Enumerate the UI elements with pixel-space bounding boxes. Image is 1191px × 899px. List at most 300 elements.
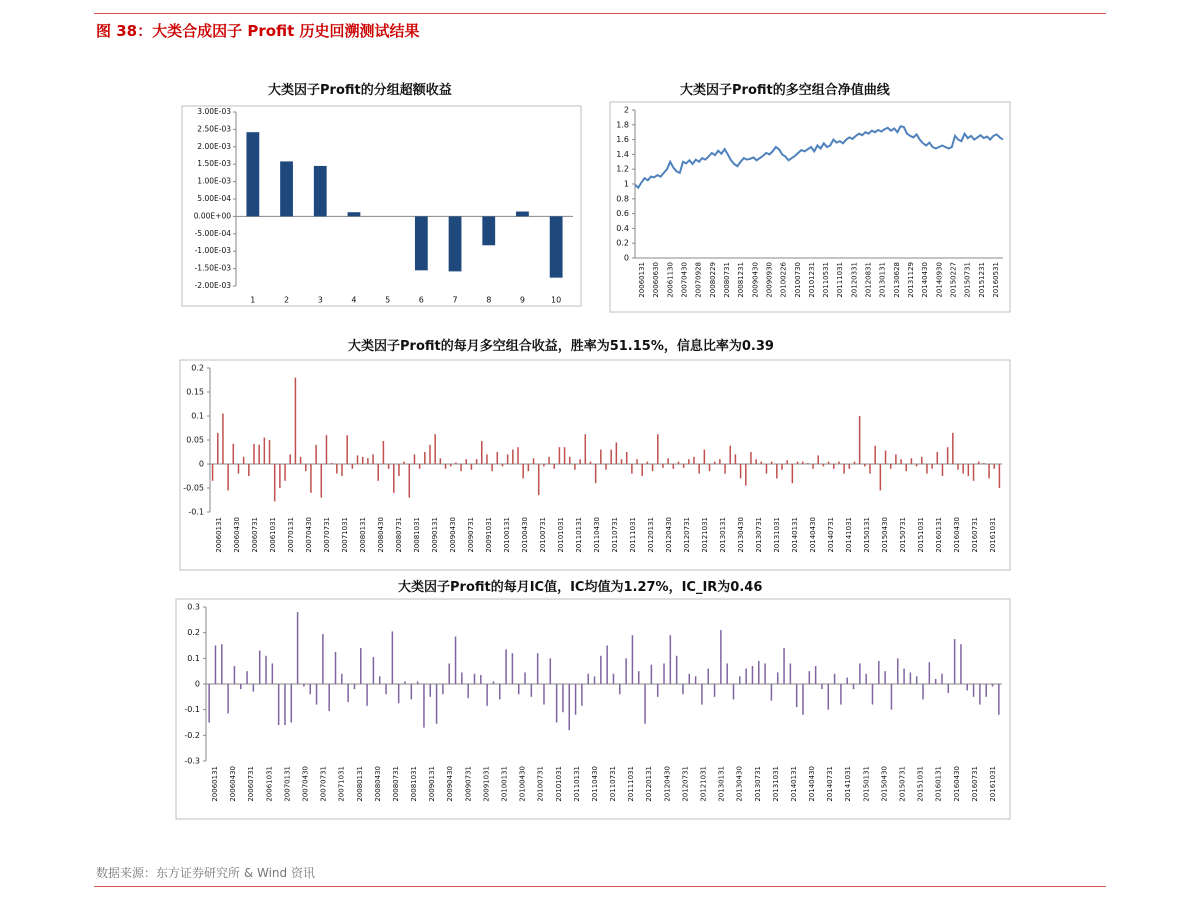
chart4-bar bbox=[543, 684, 545, 705]
chart4-x-tick-label: 20091031 bbox=[482, 766, 491, 802]
chart3-bar bbox=[362, 457, 364, 464]
chart2-x-tick-label: 20080731 bbox=[723, 262, 731, 298]
chart4-x-tick-label: 20060731 bbox=[247, 766, 256, 802]
chart3-bar bbox=[414, 454, 416, 464]
chart4-bar bbox=[240, 684, 242, 689]
chart3-bar bbox=[326, 435, 328, 464]
chart4-bar bbox=[253, 684, 255, 692]
chart3-x-tick-label: 20070430 bbox=[305, 517, 313, 553]
chart3-x-tick-label: 20140430 bbox=[809, 517, 817, 553]
chart3-bar bbox=[605, 464, 607, 470]
chart4-bar bbox=[796, 684, 798, 707]
chart4-bar bbox=[967, 684, 969, 690]
chart2-y-tick-label: 0.6 bbox=[616, 209, 629, 219]
chart4-x-tick-label: 20080430 bbox=[373, 766, 382, 802]
chart2-x-tick-label: 20130131 bbox=[878, 262, 887, 298]
chart4-x-tick-label: 20090731 bbox=[464, 766, 473, 802]
chart3-bar bbox=[227, 464, 229, 490]
chart3-x-tick-label: 20060430 bbox=[233, 517, 241, 553]
chart3-bar bbox=[740, 464, 742, 478]
chart4-bar bbox=[569, 684, 571, 730]
chart4-bar bbox=[227, 684, 229, 714]
chart3-y-tick-label: 0 bbox=[198, 459, 204, 469]
chart3-x-tick-label: 20110731 bbox=[611, 517, 619, 553]
chart4-bar bbox=[461, 672, 463, 684]
chart2-y-tick-label: 2 bbox=[623, 105, 629, 115]
chart3-bar bbox=[931, 464, 933, 469]
chart3-bar bbox=[962, 464, 964, 474]
chart4-x-tick-label: 20130131 bbox=[717, 766, 726, 802]
chart3-bar bbox=[678, 462, 680, 464]
chart4-bar bbox=[771, 684, 773, 701]
chart3-x-tick-label: 20100131 bbox=[503, 517, 511, 553]
chart4-bar bbox=[600, 656, 602, 684]
chart4-bar bbox=[853, 684, 855, 689]
chart3-x-tick-label: 20160131 bbox=[935, 517, 943, 553]
chart4-bar bbox=[992, 684, 994, 687]
chart3-bar bbox=[921, 457, 923, 464]
chart4-bar bbox=[366, 684, 368, 706]
chart4-bar bbox=[821, 684, 823, 689]
chart4-x-tick-label: 20070430 bbox=[301, 766, 310, 802]
chart3-bar bbox=[952, 433, 954, 464]
chart3-bar bbox=[377, 464, 379, 481]
chart1-bar bbox=[314, 166, 327, 216]
chart1-bar bbox=[415, 216, 428, 270]
chart4-bar bbox=[701, 684, 703, 705]
chart3-bar bbox=[346, 435, 348, 464]
chart3-x-tick-label: 20080430 bbox=[377, 517, 385, 553]
chart3-bar bbox=[600, 450, 602, 464]
chart1-y-tick-label: 3.00E-03 bbox=[197, 107, 231, 116]
chart3-bar bbox=[714, 462, 716, 464]
chart4-bar bbox=[663, 663, 665, 684]
chart4-x-tick-label: 20140131 bbox=[789, 766, 798, 802]
chart3-x-tick-label: 20081031 bbox=[413, 517, 421, 553]
chart2-x-tick-label: 20150227 bbox=[949, 262, 958, 298]
chart2-y-tick-label: 0.8 bbox=[616, 194, 629, 204]
chart3-bar bbox=[274, 464, 276, 501]
chart3-bar bbox=[579, 459, 581, 464]
chart3-bar bbox=[885, 451, 887, 464]
chart3-x-tick-label: 20080131 bbox=[359, 517, 367, 553]
chart3-bar bbox=[585, 434, 587, 464]
chart4-bar bbox=[695, 676, 697, 684]
chart4-bar bbox=[941, 674, 943, 684]
chart3-bar bbox=[874, 446, 876, 464]
chart3-bar bbox=[709, 464, 711, 471]
chart3-x-tick-label: 20121031 bbox=[701, 517, 709, 553]
chart4-bar bbox=[922, 684, 924, 699]
chart1-y-tick-label: -5.00E-04 bbox=[194, 228, 231, 238]
chart3-bar bbox=[543, 464, 545, 466]
chart1-x-tick-label: 9 bbox=[519, 295, 525, 305]
chart3-x-tick-label: 20160430 bbox=[953, 517, 961, 553]
chart4-bar bbox=[234, 666, 236, 684]
chart3-bar bbox=[471, 464, 473, 470]
chart3-bar bbox=[724, 464, 726, 474]
chart3-bar bbox=[455, 463, 457, 464]
chart3-x-tick-label: 20141031 bbox=[845, 517, 853, 553]
chart4-x-tick-label: 20120430 bbox=[663, 766, 672, 802]
chart3-bar bbox=[978, 462, 980, 464]
chart4-bar bbox=[973, 684, 975, 697]
chart4-bar bbox=[594, 676, 596, 684]
chart3-bar bbox=[947, 447, 949, 464]
chart3-bar bbox=[895, 454, 897, 464]
chart3-bar bbox=[729, 446, 731, 464]
chart2-x-tick-label: 20061130 bbox=[666, 262, 675, 298]
chart3-bar bbox=[983, 463, 985, 464]
chart4-bar bbox=[404, 681, 406, 684]
chart3-x-tick-label: 20130430 bbox=[737, 517, 745, 553]
chart3-x-tick-label: 20161031 bbox=[989, 517, 997, 553]
chart3-x-tick-label: 20091031 bbox=[485, 517, 493, 553]
chart4-x-tick-label: 20161031 bbox=[988, 766, 997, 802]
chart3-bar bbox=[683, 464, 685, 468]
chart3-bar bbox=[905, 464, 907, 471]
chart3-bar bbox=[859, 416, 861, 464]
chart3-bar bbox=[900, 459, 902, 464]
chart4-bar bbox=[259, 651, 261, 684]
chart3-bar bbox=[429, 445, 431, 464]
chart4-bar bbox=[486, 684, 488, 706]
chart4-bar bbox=[865, 674, 867, 684]
chart3-x-tick-label: 20140731 bbox=[827, 517, 835, 553]
chart4-bar bbox=[442, 684, 444, 694]
chart2-y-tick-label: 0.2 bbox=[616, 238, 629, 248]
chart4-bar bbox=[815, 666, 817, 684]
chart4-bar bbox=[480, 675, 482, 684]
chart2-y-tick-label: 1 bbox=[623, 179, 629, 189]
chart4-x-tick-label: 20110731 bbox=[609, 766, 618, 802]
chart4-bar bbox=[948, 684, 950, 693]
chart3-bar bbox=[719, 459, 721, 464]
chart3-bar bbox=[869, 464, 871, 474]
chart3-bar bbox=[284, 464, 286, 481]
chart4-x-tick-label: 20160131 bbox=[934, 766, 943, 802]
chart4-bar bbox=[499, 684, 501, 699]
chart3-bar bbox=[807, 463, 809, 464]
chart3-x-tick-label: 20160731 bbox=[971, 517, 979, 553]
chart3-bar bbox=[843, 464, 845, 474]
chart4-bar bbox=[493, 681, 495, 684]
chart3-bar bbox=[755, 459, 757, 464]
chart3-x-tick-label: 20090731 bbox=[467, 517, 475, 553]
chart3-x-tick-label: 20130731 bbox=[755, 517, 763, 553]
chart3-bar bbox=[248, 464, 250, 476]
chart3-bar bbox=[331, 463, 333, 464]
chart4-bar bbox=[777, 672, 779, 684]
chart2-x-tick-label: 20120331 bbox=[850, 262, 859, 298]
chart3-bar bbox=[393, 464, 395, 493]
chart1-x-tick-label: 3 bbox=[317, 295, 323, 305]
chart3-bar bbox=[300, 457, 302, 464]
chart3-x-tick-label: 20140131 bbox=[791, 517, 799, 553]
chart4-y-tick-label: -0.3 bbox=[184, 756, 200, 766]
chart3-bar bbox=[797, 462, 799, 464]
chart3-bar bbox=[647, 462, 649, 464]
chart4-bar bbox=[657, 684, 659, 697]
chart4-bar bbox=[651, 665, 653, 684]
chart4-bar bbox=[347, 684, 349, 702]
chart4-x-tick-label: 20100430 bbox=[518, 766, 527, 802]
chart3-bar bbox=[383, 441, 385, 464]
chart3-bar bbox=[486, 454, 488, 464]
chart4-bar bbox=[581, 684, 583, 706]
chart3-bar bbox=[652, 464, 654, 471]
chart3-bar bbox=[854, 462, 856, 464]
chart3-bar bbox=[673, 464, 675, 469]
chart3-bar bbox=[957, 464, 959, 470]
chart4-bar bbox=[979, 684, 981, 705]
chart3-bar bbox=[988, 464, 990, 478]
chart3-bar bbox=[626, 452, 628, 464]
chart4-bar bbox=[903, 669, 905, 684]
chart4-bar bbox=[834, 674, 836, 684]
chart1-y-tick-label: 1.00E-03 bbox=[197, 176, 231, 186]
chart3-bar bbox=[569, 457, 571, 464]
chart4-x-tick-label: 20140430 bbox=[808, 766, 817, 802]
chart3-bar bbox=[688, 459, 690, 464]
chart3-bar bbox=[641, 464, 643, 476]
chart2-x-tick-label: 20140430 bbox=[921, 262, 930, 298]
chart4-x-tick-label: 20111031 bbox=[627, 766, 636, 802]
chart4-bar bbox=[398, 684, 400, 703]
chart3-bar bbox=[559, 447, 561, 464]
chart3-bar bbox=[662, 464, 664, 468]
chart3-x-tick-label: 20080731 bbox=[395, 517, 403, 553]
chart3-bar bbox=[776, 464, 778, 478]
chart4-bar bbox=[632, 635, 634, 684]
chart3-bar bbox=[926, 464, 928, 474]
chart3-x-tick-label: 20110131 bbox=[575, 517, 583, 553]
chart3-bar bbox=[548, 457, 550, 464]
chart1-bar bbox=[482, 216, 495, 245]
chart3-bar bbox=[533, 458, 535, 464]
chart4-bar bbox=[328, 684, 330, 711]
chart3-bar bbox=[305, 464, 307, 471]
chart3-bar bbox=[564, 447, 566, 464]
chart1-y-tick-label: -1.00E-03 bbox=[194, 246, 231, 256]
chart3-bar bbox=[838, 462, 840, 464]
chart4-bar bbox=[265, 656, 267, 684]
chart1-bar bbox=[516, 212, 529, 217]
chart4-x-tick-label: 20130430 bbox=[735, 766, 744, 802]
chart3-bar bbox=[667, 458, 669, 464]
chart2-x-tick-label: 20070430 bbox=[680, 262, 689, 298]
chart3-bar bbox=[465, 459, 467, 464]
chart3-x-tick-label: 20090131 bbox=[431, 517, 439, 553]
chart3-bar bbox=[217, 433, 219, 464]
chart1-bar bbox=[246, 132, 259, 216]
chart3-x-tick-label: 20150131 bbox=[863, 517, 871, 553]
chart3-bar bbox=[812, 464, 814, 469]
chart4-x-tick-label: 20150731 bbox=[898, 766, 907, 802]
chart1-bar bbox=[280, 161, 293, 216]
chart3-bar bbox=[574, 464, 576, 470]
chart3-x-tick-label: 20120131 bbox=[647, 517, 655, 553]
chart1-x-tick-label: 5 bbox=[385, 295, 391, 305]
chart4-title: 大类因子Profit的每月IC值，IC均值为1.27%，IC_IR为0.46 bbox=[398, 580, 763, 595]
chart2-x-tick-label: 20160531 bbox=[991, 262, 1000, 298]
chart4-bar bbox=[455, 637, 457, 684]
chart3-bar bbox=[771, 462, 773, 464]
chart3-bar bbox=[999, 464, 1001, 488]
chart4-x-tick-label: 20071031 bbox=[337, 766, 346, 802]
chart3-title: 大类因子Profit的每月多空组合收益，胜率为51.15%，信息比率为0.39 bbox=[348, 339, 774, 354]
chart4-x-tick-label: 20110430 bbox=[590, 766, 599, 802]
chart3-bar bbox=[233, 444, 235, 464]
chart4-bar bbox=[505, 649, 507, 684]
chart3-bar bbox=[502, 464, 504, 466]
chart3-bar bbox=[222, 414, 224, 464]
chart3-bar bbox=[911, 458, 913, 464]
chart2-y-tick-label: 1.4 bbox=[616, 149, 629, 159]
chart3-bar bbox=[258, 445, 260, 464]
chart1-bar bbox=[449, 216, 462, 271]
chart3-bar bbox=[864, 464, 866, 466]
chart3-y-tick-label: -0.1 bbox=[188, 507, 204, 517]
chart3-x-tick-label: 20120731 bbox=[683, 517, 691, 553]
chart4-bar bbox=[537, 653, 539, 684]
chart3-x-tick-label: 20150430 bbox=[881, 517, 889, 553]
chart3-y-tick-label: 0.15 bbox=[186, 387, 204, 397]
chart3-x-tick-label: 20060731 bbox=[251, 517, 259, 553]
chart4-bar bbox=[335, 652, 337, 684]
chart4-bar bbox=[309, 684, 311, 694]
chart2-x-tick-label: 20100226 bbox=[779, 262, 788, 298]
chart3-bar bbox=[817, 455, 819, 464]
chart2-x-tick-label: 20151231 bbox=[977, 262, 986, 298]
chart3-bar bbox=[916, 464, 918, 466]
chart4-bar bbox=[474, 674, 476, 684]
chart1-x-tick-label: 8 bbox=[486, 295, 492, 305]
chart4-bar bbox=[278, 684, 280, 725]
chart4-bar bbox=[707, 669, 709, 684]
chart4-x-tick-label: 20060430 bbox=[229, 766, 238, 802]
chart2-x-tick-label: 20140930 bbox=[935, 262, 944, 298]
chart4-bar bbox=[714, 684, 716, 697]
chart4-bar bbox=[606, 646, 608, 685]
chart2-y-tick-label: 1.6 bbox=[616, 135, 629, 145]
chart3-bar bbox=[761, 462, 763, 464]
chart4-bar bbox=[689, 674, 691, 684]
chart3-bar bbox=[735, 454, 737, 464]
chart3-bar bbox=[657, 434, 659, 464]
chart4-bar bbox=[872, 684, 874, 705]
chart3-bar bbox=[693, 457, 695, 464]
chart3-bar bbox=[315, 445, 317, 464]
chart3-x-tick-label: 20150731 bbox=[899, 517, 907, 553]
chart3-bar bbox=[621, 459, 623, 464]
chart4-bar bbox=[625, 658, 627, 684]
chart3-bar bbox=[631, 464, 633, 474]
chart3-bar bbox=[352, 464, 354, 469]
chart4-bar bbox=[562, 684, 564, 712]
chart1-y-tick-label: 5.00E-04 bbox=[197, 194, 231, 203]
chart4-bar bbox=[550, 658, 552, 684]
chart3-bar bbox=[942, 464, 944, 476]
chart4-bar bbox=[840, 684, 842, 705]
chart3-x-tick-label: 20060131 bbox=[215, 517, 223, 553]
chart3-bar bbox=[497, 452, 499, 464]
chart3-x-tick-label: 20111031 bbox=[629, 517, 637, 553]
chart3-bar bbox=[968, 464, 970, 476]
chart4-x-tick-label: 20120131 bbox=[645, 766, 654, 802]
chart4-x-tick-label: 20081031 bbox=[410, 766, 419, 802]
chart3-bar bbox=[476, 459, 478, 464]
chart4-bar bbox=[846, 678, 848, 684]
chart4-bar bbox=[518, 684, 520, 694]
chart3-bar bbox=[243, 457, 245, 464]
chart3-bar bbox=[766, 464, 768, 474]
chart3-bar bbox=[289, 454, 291, 464]
chart3-bar bbox=[269, 440, 271, 464]
chart4-bar bbox=[929, 662, 931, 684]
chart3-x-tick-label: 20100731 bbox=[539, 517, 547, 553]
chart4-bar bbox=[910, 672, 912, 684]
chart4-x-tick-label: 20070131 bbox=[283, 766, 292, 802]
chart3-x-tick-label: 20101031 bbox=[557, 517, 565, 553]
chart4-x-tick-label: 20101031 bbox=[554, 766, 563, 802]
chart4-bar bbox=[512, 653, 514, 684]
chart3-bar bbox=[595, 464, 597, 483]
chart4-bar bbox=[354, 684, 356, 689]
chart4-bar bbox=[316, 684, 318, 705]
chart2-x-tick-label: 20060131 bbox=[638, 262, 647, 298]
chart2-x-tick-label: 20150731 bbox=[963, 262, 972, 298]
chart3-bar bbox=[481, 441, 483, 464]
chart3-bar bbox=[310, 464, 312, 493]
chart4-bar bbox=[884, 671, 886, 684]
chart4-bar bbox=[739, 676, 741, 684]
chart1-y-tick-label: 0.00E+00 bbox=[193, 211, 231, 221]
chart4-x-tick-label: 20061031 bbox=[265, 766, 274, 802]
chart3-bar bbox=[264, 438, 266, 464]
chart3-bar bbox=[786, 460, 788, 464]
chart3-bar bbox=[890, 464, 892, 469]
chart2-title: 大类因子Profit的多空组合净值曲线 bbox=[680, 83, 890, 98]
chart4-x-tick-label: 20121031 bbox=[699, 766, 708, 802]
chart4-bar bbox=[272, 663, 274, 684]
chart4-x-tick-label: 20151031 bbox=[916, 766, 925, 802]
chart3-bar bbox=[828, 462, 830, 464]
chart4-bar bbox=[246, 671, 248, 684]
chart3-x-tick-label: 20110430 bbox=[593, 517, 601, 553]
chart1-frame bbox=[182, 106, 581, 306]
chart4-x-tick-label: 20150131 bbox=[862, 766, 871, 802]
chart4-bar bbox=[291, 684, 293, 723]
chart4-bar bbox=[556, 684, 558, 723]
chart4-bar bbox=[221, 644, 223, 684]
chart3-bar bbox=[445, 464, 447, 469]
chart4-bar bbox=[828, 684, 830, 710]
chart4-bar bbox=[587, 674, 589, 684]
chart2-x-tick-label: 20101231 bbox=[807, 262, 816, 298]
chart3-bar bbox=[424, 452, 426, 464]
chart3-bar bbox=[279, 464, 281, 488]
chart3-bar bbox=[398, 464, 400, 476]
chart4-x-tick-label: 20070731 bbox=[319, 766, 328, 802]
chart1-bar bbox=[550, 216, 563, 277]
chart3-y-tick-label: 0.1 bbox=[191, 411, 204, 421]
chart3-bar bbox=[698, 464, 700, 474]
chart3-bar bbox=[823, 464, 825, 466]
chart4-bar bbox=[467, 684, 469, 698]
chart4-bar bbox=[341, 674, 343, 684]
chart2-x-tick-label: 20130628 bbox=[892, 262, 901, 298]
